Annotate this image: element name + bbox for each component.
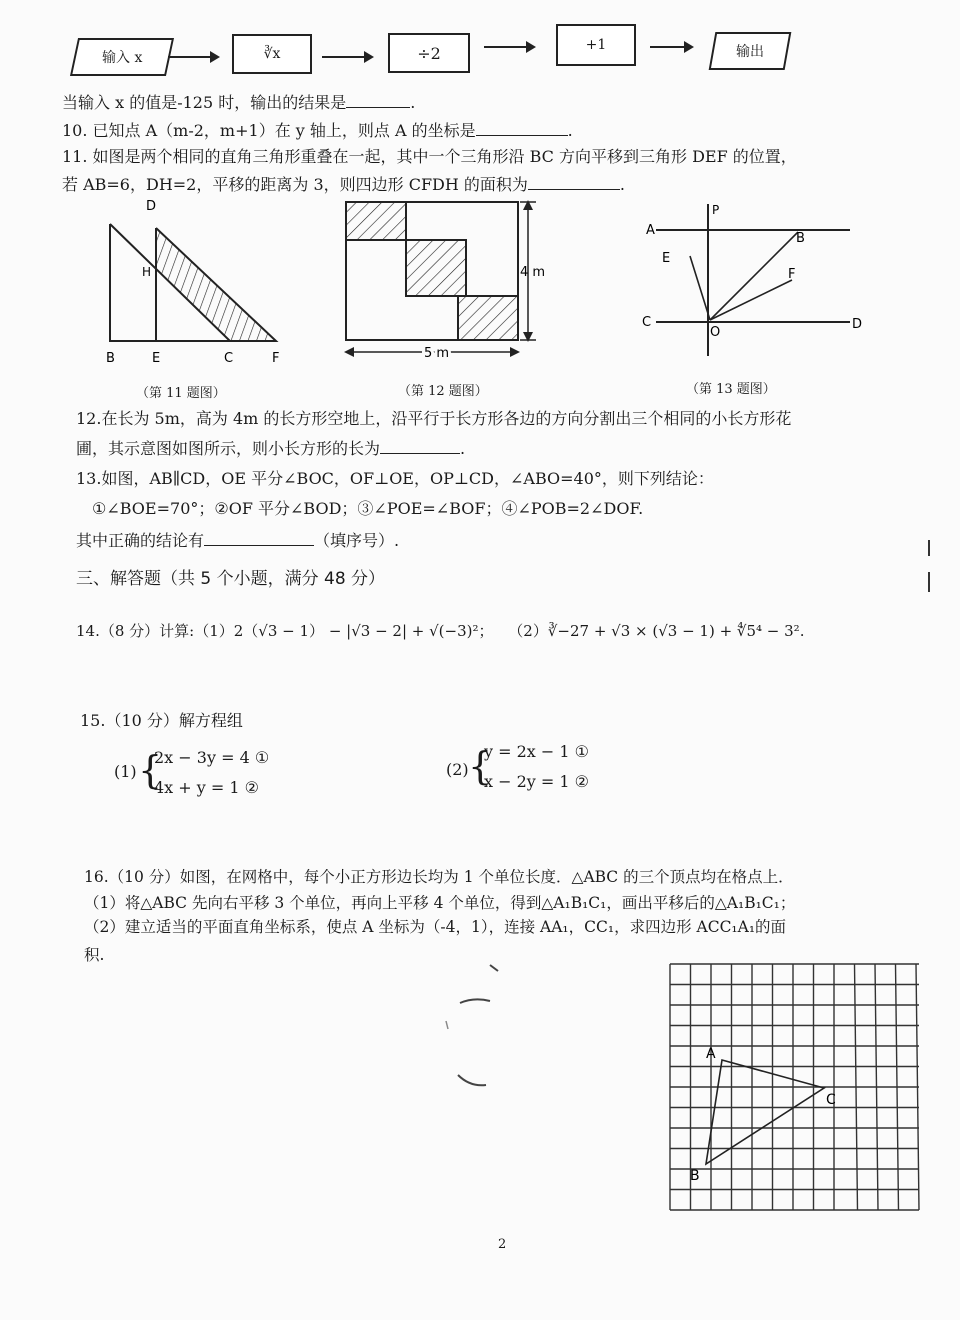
fig11-label-e: E — [152, 351, 161, 366]
figure-13 — [630, 196, 870, 366]
question-11-end: . — [619, 175, 626, 194]
fig11-label-h: H — [142, 265, 152, 279]
fig13-label-e: E — [662, 251, 671, 266]
system-1-label: (1) — [114, 762, 137, 781]
fig13-label-o: O — [710, 325, 721, 340]
flow-output-box — [709, 32, 792, 70]
page-number: 2 — [498, 1237, 507, 1252]
flow-divide-label: ÷2 — [417, 43, 441, 63]
fig11-label-c: C — [224, 351, 234, 366]
question-14-part1: 14.（8 分）计算:（1）2（√3 − 1） − |√3 − 2| + √(−3)²； — [76, 622, 494, 640]
fig13-label-a: A — [646, 223, 655, 238]
fig13-label-b: B — [796, 231, 805, 246]
question-14 — [76, 620, 804, 642]
question-11-line1: 11. 如图是两个相同的直角三角形重叠在一起，其中一个三角形沿 BC 方向平移到三角形 DEF 的位置， — [62, 147, 797, 166]
flow-divide-box — [388, 33, 470, 73]
fig13-label-d: D — [852, 317, 863, 332]
question-12-end: . — [460, 439, 466, 458]
grid-figure — [666, 960, 922, 1214]
grid-label-b: B — [690, 1168, 700, 1184]
fig11-label-b: B — [106, 351, 115, 366]
question-13-hint: （填序号）. — [314, 531, 400, 550]
system-1-eq2: 4x + y = 1 ② — [154, 778, 260, 797]
system-2-brace: { — [468, 744, 493, 788]
flow-input-box — [70, 38, 174, 76]
pencil-marks — [440, 955, 570, 1095]
fig12-flowerbed-1 — [346, 202, 406, 240]
question-12-line1: 12.在长为 5m，高为 4m 的长方形空地上，沿平行于长方形各边的方向分割出三个相同的小长方形花 — [76, 409, 792, 428]
flow-arrow-2 — [322, 56, 372, 58]
flow-plus-box — [556, 24, 636, 66]
figure-11 — [96, 196, 296, 376]
answer-blank-11 — [528, 175, 620, 190]
question-16-line1: 16.（10 分）如图，在网格中，每个小正方形边长均为 1 个单位长度．△ABC 的三个顶点均在格点上． — [84, 868, 794, 886]
system-2-label: (2) — [446, 760, 469, 779]
figure-12-caption: （第 12 题图） — [398, 384, 488, 399]
flow-plus-label: +1 — [585, 37, 607, 53]
question-12-line2 — [76, 438, 465, 460]
system-2-eq1: y = 2x − 1 ① — [484, 742, 590, 761]
grid-lines — [670, 964, 919, 1210]
question-16-line4: 积. — [84, 946, 105, 964]
fig12-flowerbed-3 — [458, 296, 518, 340]
fig13-ray-ob — [710, 232, 798, 320]
grid-label-c: C — [826, 1092, 836, 1108]
question-10-text: 10. 已知点 A（m-2，m+1）在 y 轴上，则点 A 的坐标是 — [62, 121, 476, 140]
section-3-title: 三、解答题（共 5 个小题，满分 48 分） — [76, 569, 386, 589]
flow-cuberoot-label: ∛x — [263, 46, 281, 62]
answer-blank-10 — [476, 121, 568, 136]
flow-arrow-3 — [484, 46, 534, 48]
fig12-height-label: 4 m — [520, 265, 546, 280]
figure-11-caption: （第 11 题图） — [136, 386, 226, 401]
question-10 — [62, 120, 573, 142]
question-10-end: . — [567, 121, 573, 140]
fig13-label-p: P — [712, 203, 720, 217]
question-9-text: 当输入 x 的值是-125 时，输出的结果是 — [62, 93, 347, 112]
question-9-end: . — [410, 93, 416, 112]
answer-blank-12 — [380, 439, 460, 454]
fig12-width-label: 5 m — [424, 346, 450, 361]
question-13-line2: ①∠BOE=70°；②OF 平分∠BOD；③∠POE=∠BOF；④∠POB=2∠DOF. — [92, 499, 644, 518]
question-16-line3: （2）建立适当的平面直角坐标系，使点 A 坐标为（-4，1），连接 AA₁，CC₁，求四边形 ACC₁A₁的面 — [84, 918, 787, 936]
system-2-eq2: x − 2y = 1 ② — [484, 772, 590, 791]
flow-cuberoot-box — [232, 34, 312, 74]
margin-mark-1 — [928, 540, 930, 556]
fig12-flowerbed-2 — [406, 240, 466, 296]
question-11-text: 若 AB=6，DH=2，平移的距离为 3，则四边形 CFDH 的面积为 — [62, 175, 528, 194]
fig13-label-f: F — [788, 267, 796, 282]
fig11-label-d: D — [146, 199, 157, 214]
question-13-text: 其中正确的结论有 — [76, 531, 205, 550]
flow-arrow-4 — [650, 46, 692, 48]
answer-blank-9 — [346, 93, 410, 108]
grid-label-a: A — [706, 1046, 716, 1062]
figure-13-caption: （第 13 题图） — [686, 382, 776, 397]
margin-mark-2 — [928, 572, 930, 592]
flow-output-label: 输出 — [736, 44, 764, 60]
fig13-label-c: C — [642, 315, 652, 330]
flow-arrow-1 — [168, 56, 218, 58]
question-13-line1: 13.如图，AB∥CD，OE 平分∠BOC，OF⊥OE，OP⊥CD，∠ABO=40°，则下列结论： — [76, 469, 714, 488]
flow-input-label: 输入 x — [101, 50, 143, 66]
system-1-eq1: 2x − 3y = 4 ① — [154, 748, 270, 767]
question-12-text: 圃，其示意图如图所示，则小长方形的长为 — [76, 439, 381, 458]
answer-blank-13 — [204, 531, 314, 546]
figure-12 — [330, 190, 560, 370]
system-1-brace: { — [138, 748, 163, 792]
fig13-ray-of — [710, 280, 792, 320]
fig11-label-f: F — [272, 351, 280, 366]
question-14-part2: （2）∛−27 + √3 × (√3 − 1) + ∜5⁴ − 3². — [508, 622, 805, 640]
question-15-label: 15.（10 分）解方程组 — [80, 711, 243, 730]
question-13-line3 — [76, 530, 399, 552]
question-9 — [62, 92, 415, 114]
question-16-line2: （1）将△ABC 先向右平移 3 个单位，再向上平移 4 个单位，得到△A₁B₁C₁，画出平移后的△A₁B₁C₁； — [84, 894, 796, 912]
